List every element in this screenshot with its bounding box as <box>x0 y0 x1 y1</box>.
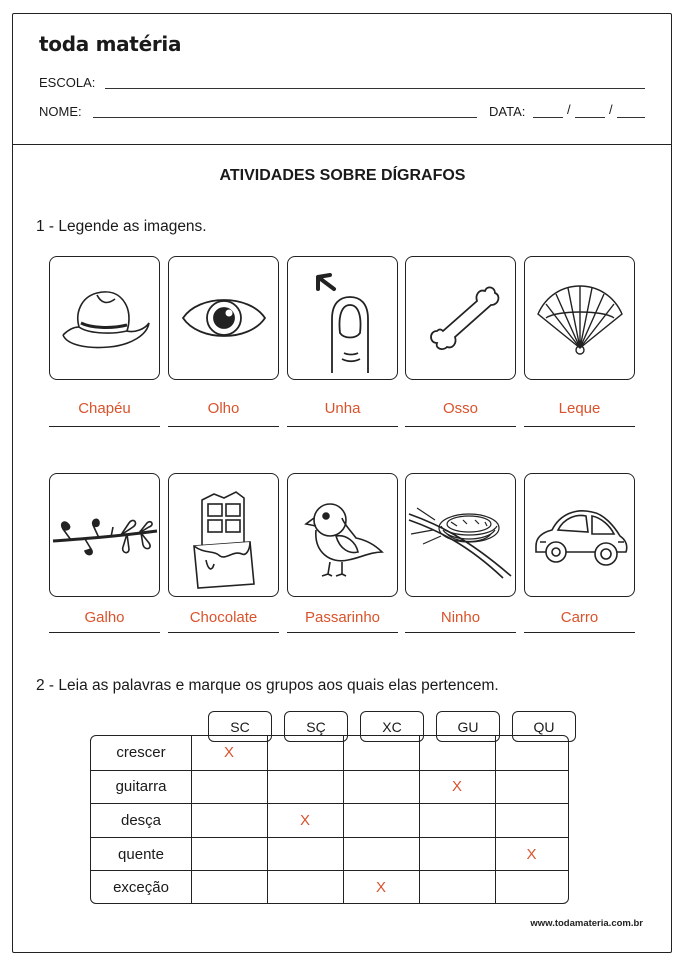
table-row <box>91 803 568 837</box>
caption-ninho: Ninho <box>440 609 481 626</box>
school-label: ESCOLA: <box>39 75 96 90</box>
question-1: 1 - Legende as imagens. <box>36 218 207 235</box>
date-year-field[interactable] <box>617 117 645 118</box>
groups-table <box>90 735 569 904</box>
chocolate-icon <box>168 473 279 597</box>
table-row <box>91 736 568 770</box>
group-header-xc: XC <box>360 711 424 742</box>
caption-leque: Leque <box>558 400 601 417</box>
answer-line[interactable] <box>287 426 398 427</box>
mark-cell[interactable]: X <box>223 744 234 762</box>
mark-cell[interactable]: X <box>526 845 537 863</box>
answer-line[interactable] <box>405 632 516 633</box>
date-label: DATA: <box>489 104 526 119</box>
answer-line[interactable] <box>524 632 635 633</box>
answer-line[interactable] <box>49 632 160 633</box>
caption-osso: Osso <box>442 400 478 417</box>
footer-url: www.todamateria.com.br <box>530 918 643 929</box>
date-separator: / <box>609 102 613 117</box>
nest-icon <box>405 473 516 597</box>
table-row <box>91 770 568 804</box>
date-day-field[interactable] <box>533 117 563 118</box>
answer-line[interactable] <box>405 426 516 427</box>
table-row <box>91 870 568 904</box>
date-separator: / <box>567 102 571 117</box>
caption-unha: Unha <box>324 400 361 417</box>
caption-carro: Carro <box>560 609 599 626</box>
answer-line[interactable] <box>49 426 160 427</box>
date-month-field[interactable] <box>575 117 605 118</box>
mark-cell[interactable]: X <box>299 811 310 829</box>
group-header-gu: GU <box>436 711 500 742</box>
caption-passarinho: Passarinho <box>304 609 381 626</box>
word-cell: desça <box>120 811 162 829</box>
question-2: 2 - Leia as palavras e marque os grupos aos quais elas pertencem. <box>36 677 499 694</box>
word-cell: guitarra <box>115 778 167 796</box>
group-header-sc: SC <box>208 711 272 742</box>
word-cell: exceção <box>113 879 169 897</box>
mark-cell[interactable]: X <box>451 778 462 796</box>
branch-icon <box>49 473 160 597</box>
fingernail-icon <box>287 256 398 380</box>
school-field[interactable] <box>105 88 645 89</box>
caption-chapeu: Chapéu <box>78 400 131 417</box>
logo: toda matéria <box>39 32 182 56</box>
name-label: NOME: <box>39 104 82 119</box>
caption-chocolate: Chocolate <box>189 609 258 626</box>
word-cell: crescer <box>116 744 166 762</box>
fan-icon <box>524 256 635 380</box>
mark-cell[interactable]: X <box>375 879 386 897</box>
caption-galho: Galho <box>84 609 125 626</box>
bone-icon <box>405 256 516 380</box>
answer-line[interactable] <box>168 426 279 427</box>
caption-olho: Olho <box>207 400 240 417</box>
page-title: ATIVIDADES SOBRE DÍGRAFOS <box>219 167 466 184</box>
bird-icon <box>287 473 398 597</box>
name-field[interactable] <box>93 117 477 118</box>
hat-icon <box>49 256 160 380</box>
table-row <box>91 837 568 871</box>
word-cell: quente <box>118 845 164 863</box>
answer-line[interactable] <box>287 632 398 633</box>
group-header-qu: QU <box>512 711 576 742</box>
header-divider <box>13 144 671 145</box>
group-header-sc-cedilha: SÇ <box>284 711 348 742</box>
answer-line[interactable] <box>524 426 635 427</box>
eye-icon <box>168 256 279 380</box>
answer-line[interactable] <box>168 632 279 633</box>
car-icon <box>524 473 635 597</box>
